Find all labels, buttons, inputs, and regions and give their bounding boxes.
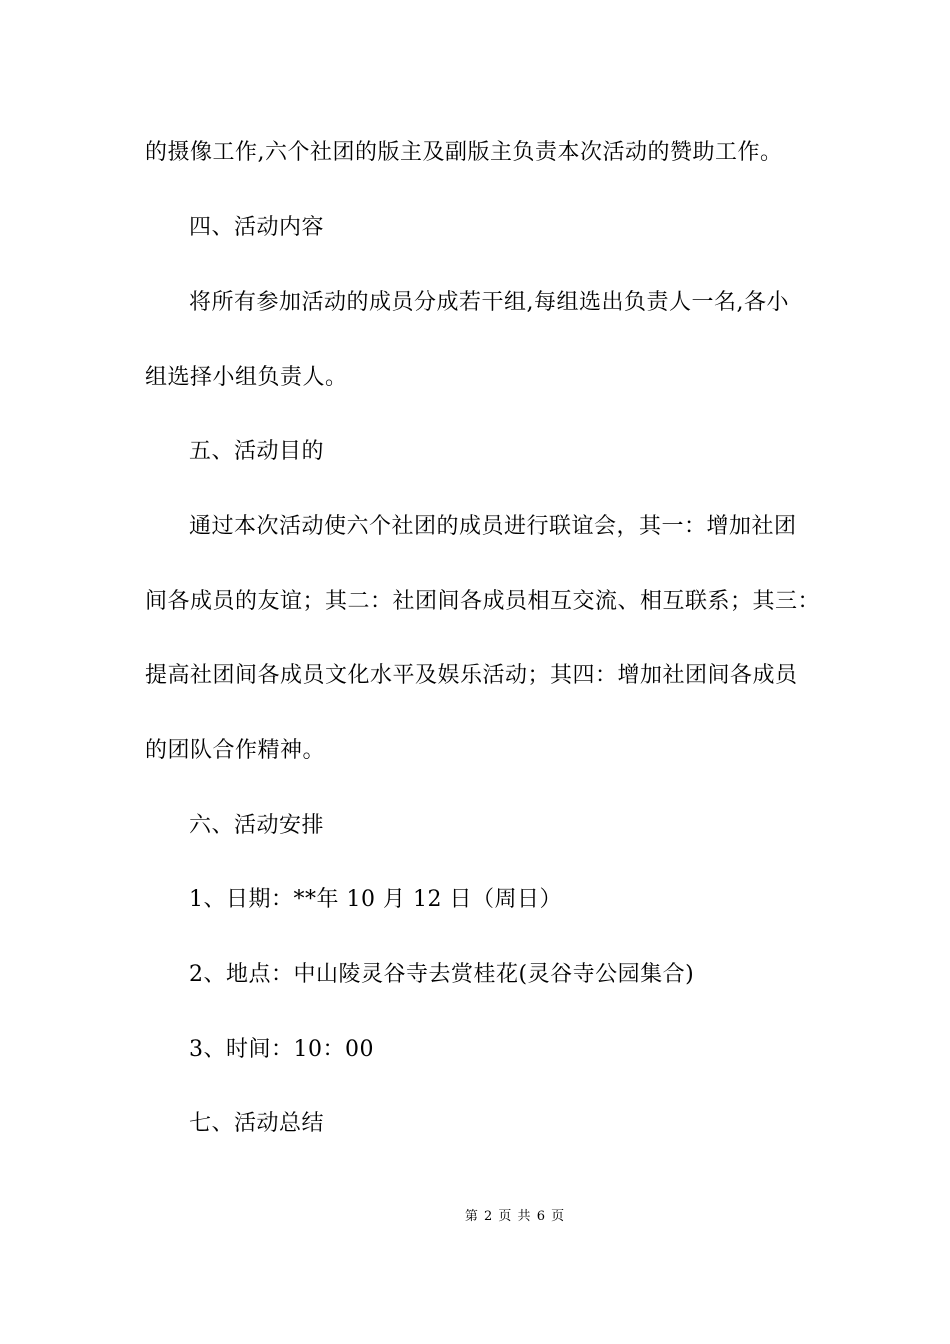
section-heading-content: 四、活动内容: [189, 215, 325, 240]
schedule-item-location: 2、地点：中山陵灵谷寺去赏桂花(灵谷寺公园集合): [189, 962, 695, 987]
paragraph-line: 提高社团间各成员文化水平及娱乐活动；其四：增加社团间各成员: [145, 663, 798, 688]
paragraph-line: 将所有参加活动的成员分成若干组,每组选出负责人一名,各小: [189, 290, 789, 315]
paragraph-line: 的摄像工作,六个社团的版主及副版主负责本次活动的赞助工作。: [145, 140, 783, 165]
schedule-item-time: 3、时间：10：00: [189, 1037, 374, 1062]
section-heading-summary: 七、活动总结: [189, 1111, 325, 1136]
paragraph-line: 间各成员的友谊；其二：社团间各成员相互交流、相互联系；其三：: [145, 589, 821, 614]
paragraph-line: 的团队合作精神。: [145, 738, 326, 763]
paragraph-line: 通过本次活动使六个社团的成员进行联谊会，其一：增加社团: [189, 514, 797, 539]
paragraph-line: 组选择小组负责人。: [145, 365, 348, 390]
section-heading-purpose: 五、活动目的: [189, 439, 325, 464]
section-heading-schedule: 六、活动安排: [189, 813, 325, 838]
page-footer: 第 2 页 共 6 页: [464, 1209, 566, 1224]
schedule-item-date: 1、日期：**年 10 月 12 日（周日）: [189, 887, 562, 912]
